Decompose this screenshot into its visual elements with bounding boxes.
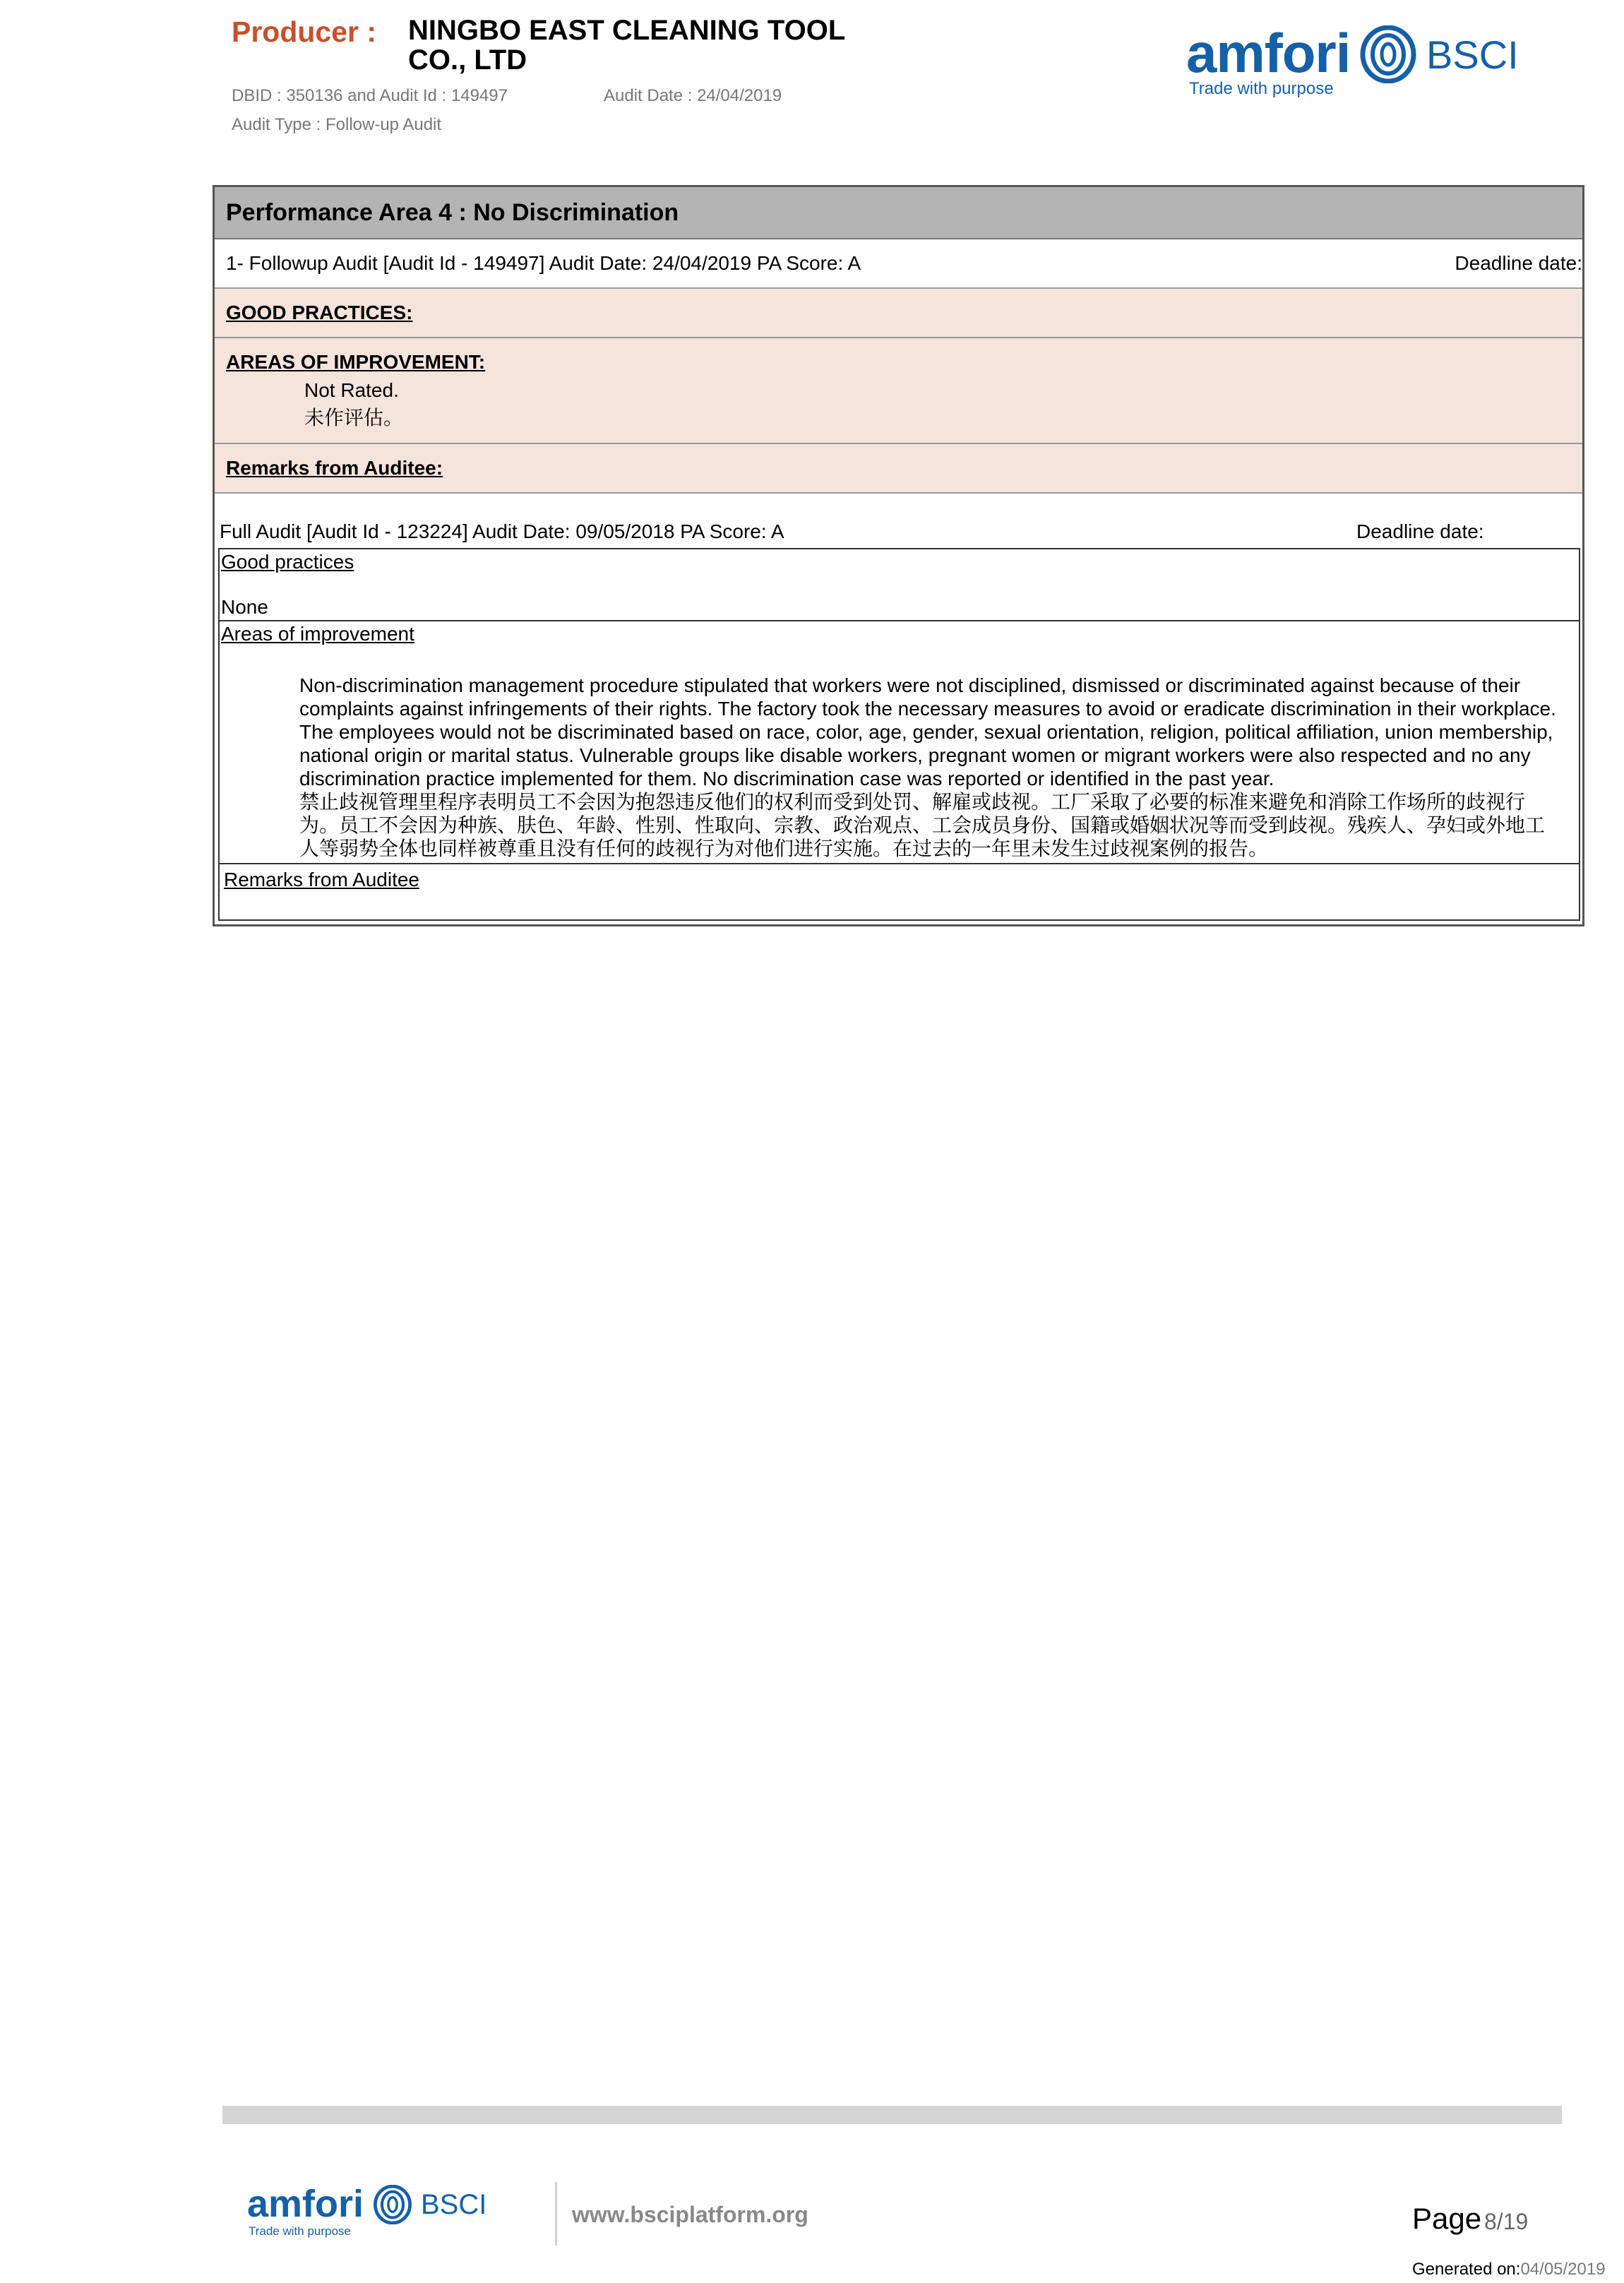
performance-area-box	[213, 185, 1584, 926]
full-audit-good-practices-box	[218, 548, 1580, 621]
full-audit-areas-text-en: Non-discrimination management procedure stipulated that workers were not disciplined, dismissed or discriminated against because of their complaints against infringements of their rights. The factory took the necessary measures to avoid or eradicate discrimination in their workplace. The employees would not be discriminated based on race, color, age, gender, sexual orientation, religion, political affiliation, union membership, national origin or marital status. Vulnerable groups like disable workers, pregnant women or migrant workers were also respected and no any discrimination practice implemented for them. No discrimination case was reported or identified in the past year.	[299, 674, 1556, 789]
generated-date: 04/05/2019	[1520, 2260, 1606, 2279]
followup-remarks-row	[215, 444, 1582, 494]
followup-summary: 1- Followup Audit [Audit Id - 149497] Audit Date: 24/04/2019 PA Score: A	[226, 252, 861, 274]
amfori-logo-header	[1186, 22, 1519, 103]
followup-summary-row	[215, 239, 1582, 289]
page-number: 8/19	[1484, 2209, 1529, 2234]
footer-logo-tagline: Trade with purpose	[249, 2224, 351, 2238]
followup-areas-text-cn: 未作评估。	[304, 407, 404, 429]
full-audit-good-practices-value: None	[221, 596, 268, 618]
footer-bar	[222, 2106, 1562, 2124]
footer-amfori-swirl-icon	[373, 2185, 412, 2224]
full-audit-good-practices-label: Good practices	[221, 551, 354, 573]
page-label: Page	[1412, 2202, 1482, 2235]
logo-suffix: BSCI	[1426, 32, 1519, 77]
audit-type-text: Audit Type : Follow-up Audit	[232, 115, 442, 134]
logo-word: amfori	[1186, 22, 1351, 84]
producer-name	[408, 16, 945, 75]
performance-area-title: Performance Area 4 : No Discrimination	[226, 199, 679, 226]
full-audit-summary: Full Audit [Audit Id - 123224] Audit Date: 09/05/2018 PA Score: A	[220, 520, 784, 542]
amfori-logo-footer	[247, 2185, 501, 2241]
full-audit-areas-label: Areas of improvement	[221, 623, 414, 645]
followup-good-practices-row	[215, 289, 1582, 338]
producer-name-line2: CO., LTD	[408, 44, 527, 76]
full-audit-areas-box	[218, 620, 1580, 864]
footer-divider	[555, 2182, 557, 2246]
dbid-text: DBID : 350136 and Audit Id : 149497	[232, 86, 508, 105]
followup-areas-row	[215, 338, 1582, 444]
full-audit-remarks-box	[218, 863, 1580, 921]
amfori-swirl-icon	[1359, 25, 1417, 83]
followup-deadline-label: Deadline date:	[1455, 252, 1582, 274]
performance-area-title-bar	[215, 187, 1582, 239]
footer-url[interactable]: www.bsciplatform.org	[572, 2202, 808, 2227]
footer-logo-word: amfori	[247, 2183, 364, 2225]
followup-remarks-label: Remarks from Auditee:	[226, 457, 443, 479]
generated-label: Generated on:	[1412, 2260, 1521, 2279]
full-audit-remarks-label: Remarks from Auditee	[224, 869, 419, 890]
footer-logo-suffix: BSCI	[421, 2189, 487, 2220]
generated-on	[1412, 2260, 1606, 2279]
producer-label: Producer :	[232, 16, 377, 48]
full-audit-areas-text-cn: 禁止歧视管理里程序表明员工不会因为抱怨违反他们的权利而受到处罚、解雇或歧视。工厂采取了必要的标准来避免和消除工作场所的歧视行为。员工不会因为种族、肤色、年龄、性别、性取向、宗教、政治观点、工会成员身份、国籍或婚姻状况等而受到歧视。残疾人、孕妇或外地工人等弱势全体也同样被尊重且没有任何的歧视行为对他们进行实施。在过去的一年里未发生过歧视案例的报告。	[299, 791, 1546, 859]
logo-tagline: Trade with purpose	[1189, 79, 1334, 98]
followup-good-practices-label: GOOD PRACTICES:	[226, 302, 413, 323]
audit-date-text: Audit Date : 24/04/2019	[604, 86, 782, 105]
full-audit-deadline-label: Deadline date:	[1356, 520, 1484, 542]
followup-areas-label: AREAS OF IMPROVEMENT:	[226, 351, 486, 373]
producer-name-line1: NINGBO EAST CLEANING TOOL	[408, 15, 846, 46]
followup-areas-text-en: Not Rated.	[304, 379, 399, 401]
